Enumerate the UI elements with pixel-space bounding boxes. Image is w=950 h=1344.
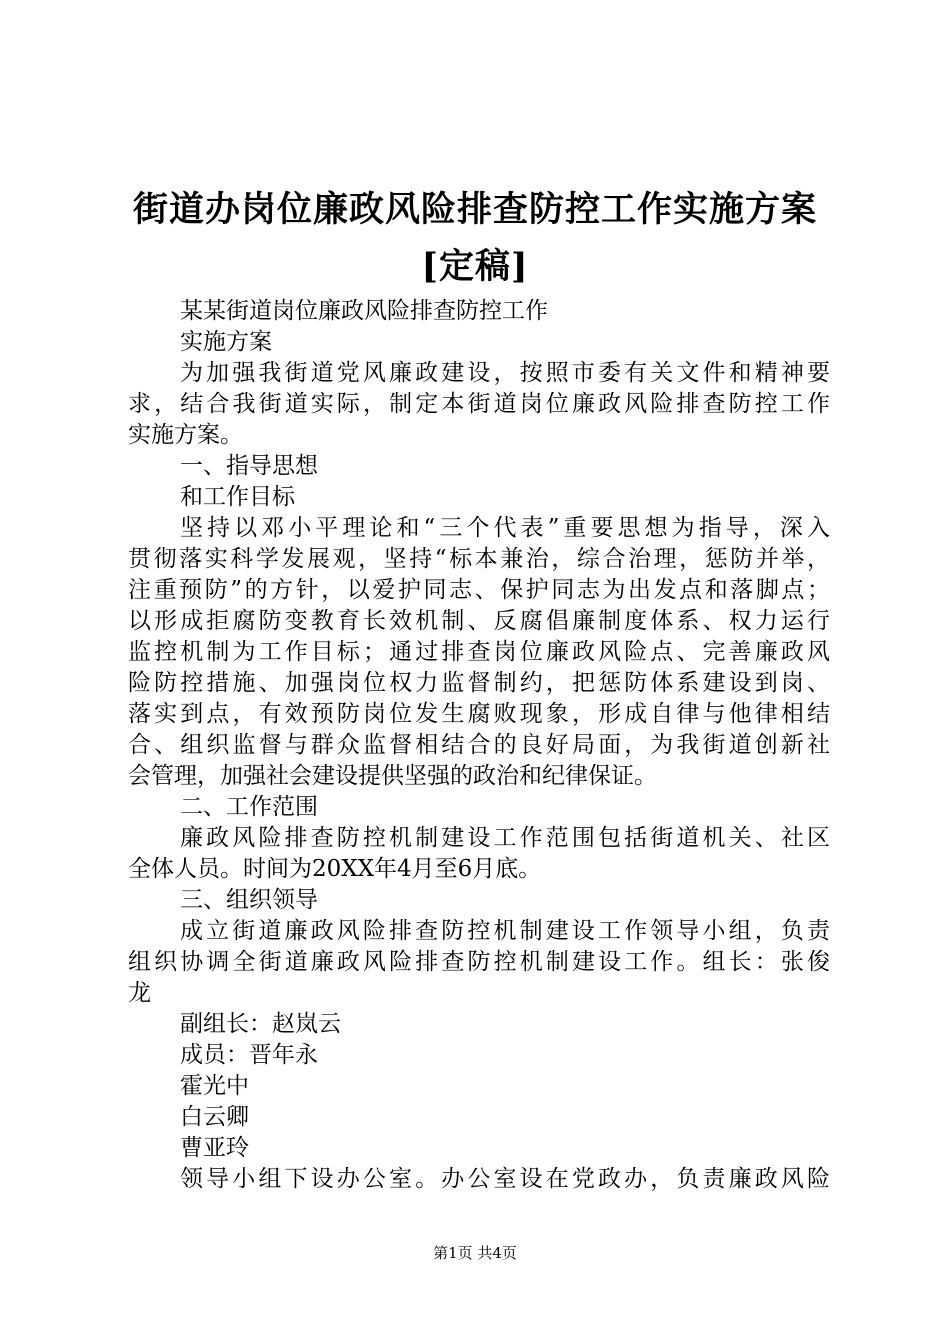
body-line: 领导小组下设办公室。办公室设在党政办，负责廉政风险: [180, 1166, 830, 1192]
body-line: 廉政风险排查防控机制建设工作范围包括街道机关、社区: [180, 825, 830, 851]
body-line: 坚持以邓小平理论和“三个代表”重要思想为指导，深入: [180, 515, 830, 541]
body-line: 霍光中: [180, 1073, 249, 1099]
document-title: 街道办岗位廉政风险排查防控工作实施方案: [132, 189, 817, 230]
body-line: 组织协调全街道廉政风险排查防控机制建设工作。组长：张俊: [128, 949, 830, 975]
body-line: 监控机制为工作目标；通过排查岗位廉政风险点、完善廉政风: [128, 639, 830, 665]
body-line: 某某街道岗位廉政风险排查防控工作: [180, 298, 548, 324]
body-line: 副组长：赵岚云: [180, 1011, 341, 1037]
body-line: 会管理，加强社会建设提供坚强的政治和纪律保证。: [128, 763, 657, 789]
body-line: 为加强我街道党风廉政建设，按照市委有关文件和精神要: [180, 360, 830, 386]
document-body: [128, 296, 830, 1195]
document-title-suffix: [定稿]: [421, 246, 529, 287]
body-line: 白云卿: [180, 1104, 249, 1130]
section-heading: 三、组织领导: [180, 887, 318, 913]
body-line: 以形成拒腐防变教育长效机制、反腐倡廉制度体系、权力运行: [128, 608, 830, 634]
body-line: 实施方案: [180, 329, 272, 355]
body-line: 落实到点，有效预防岗位发生腐败现象，形成自律与他律相结: [128, 701, 830, 727]
body-line: 注重预防”的方针，以爱护同志、保护同志为出发点和落脚点；: [128, 577, 830, 603]
section-heading: 和工作目标: [180, 484, 295, 510]
page-footer: 第1页 共4页: [433, 1244, 517, 1262]
body-line: 合、组织监督与群众监督相结合的良好局面，为我街道创新社: [128, 732, 830, 758]
body-line: 成员：晋年永: [180, 1042, 318, 1068]
body-line: 全体人员。时间为20XX年4月至6月底。: [128, 856, 542, 882]
body-line: 求，结合我街道实际，制定本街道岗位廉政风险排查防控工作: [128, 391, 830, 417]
section-heading: 二、工作范围: [180, 794, 318, 820]
body-line: 龙: [128, 980, 151, 1006]
body-line: 实施方案。: [128, 422, 243, 448]
body-line: 曹亚玲: [180, 1135, 249, 1161]
body-line: 险防控措施、加强岗位权力监督制约，把惩防体系建设到岗、: [128, 670, 830, 696]
section-heading: 一、指导思想: [180, 453, 318, 479]
body-line: 贯彻落实科学发展观，坚持“标本兼治，综合治理，惩防并举，: [128, 546, 830, 572]
body-line: 成立街道廉政风险排查防控机制建设工作领导小组，负责: [180, 918, 830, 944]
